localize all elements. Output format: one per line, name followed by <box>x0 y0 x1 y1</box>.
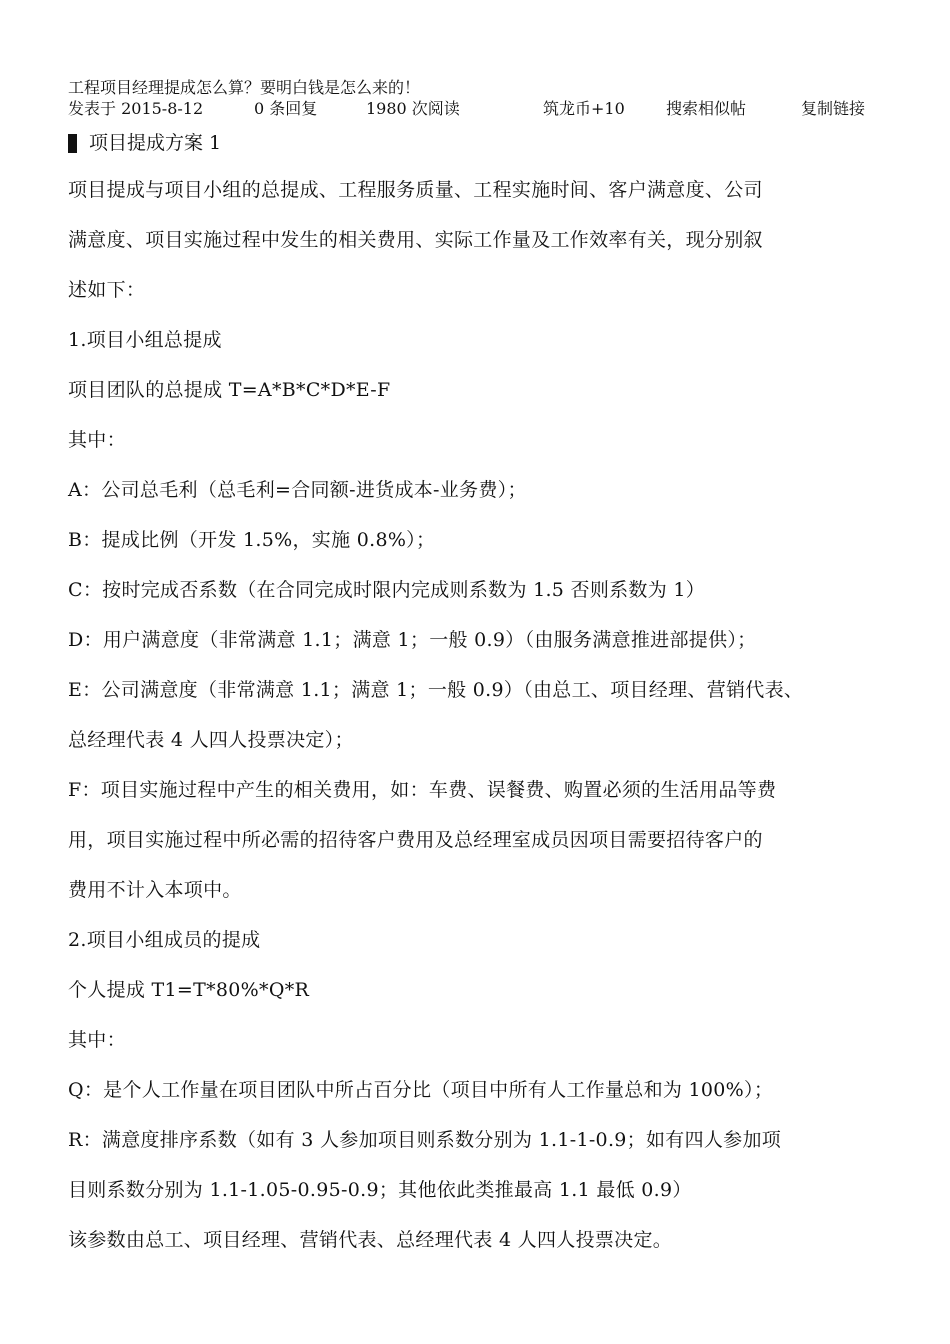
subheading-team-commission: 1.项目小组总提成 <box>68 329 222 351</box>
reply-count: 0 条回复 <box>254 99 318 118</box>
section-marker-icon <box>68 134 77 153</box>
subheading-member-commission: 2.项目小组成员的提成 <box>68 929 261 951</box>
read-count: 1980 次阅读 <box>366 99 460 118</box>
body-line: 该参数由总工、项目经理、营销代表、总经理代表 4 人四人投票决定。 <box>68 1229 673 1251</box>
definition-b: B：提成比例（开发 1.5%，实施 0.8%）； <box>68 529 436 551</box>
body-line: 其中： <box>68 1029 126 1051</box>
body-line: 总经理代表 4 人四人投票决定）； <box>68 729 354 751</box>
body-line: 满意度、项目实施过程中发生的相关费用、实际工作量及工作效率有关，现分别叙 <box>68 229 763 251</box>
body-line: 述如下： <box>68 279 146 301</box>
body-line: 目则系数分别为 1.1-1.05-0.95-0.9；其他依此类推最高 1.1 最低 0.9） <box>68 1179 692 1201</box>
body-line: 费用不计入本项中。 <box>68 879 242 901</box>
definition-c: C：按时完成否系数（在合同完成时限内完成则系数为 1.5 否则系数为 1） <box>68 579 706 601</box>
formula-team-total: 项目团队的总提成 T=A*B*C*D*E-F <box>68 379 391 401</box>
search-similar-link[interactable]: 搜索相似帖 <box>666 99 747 118</box>
definition-e: E：公司满意度（非常满意 1.1；满意 1；一般 0.9）（由总工、项目经理、营销代表、 <box>68 679 804 701</box>
definition-r: R：满意度排序系数（如有 3 人参加项目则系数分别为 1.1-1-0.9；如有四人参加项 <box>68 1129 782 1151</box>
body-line: 其中： <box>68 429 126 451</box>
definition-f: F：项目实施过程中产生的相关费用，如：车费、误餐费、购置必须的生活用品等费 <box>68 779 777 801</box>
post-date: 发表于 2015-8-12 <box>68 99 204 118</box>
copy-link-button[interactable]: 复制链接 <box>801 99 866 118</box>
body-line: 项目提成与项目小组的总提成、工程服务质量、工程实施时间、客户满意度、公司 <box>68 179 763 201</box>
coin-reward: 筑龙币+10 <box>543 99 625 118</box>
section-heading <box>68 126 898 160</box>
post-title: 工程项目经理提成怎么算？要明白钱是怎么来的！ <box>68 78 421 97</box>
definition-a: A：公司总毛利（总毛利=合同额-进货成本-业务费）； <box>68 479 527 501</box>
definition-d: D：用户满意度（非常满意 1.1；满意 1；一般 0.9）（由服务满意推进部提供）； <box>68 629 757 651</box>
formula-individual: 个人提成 T1=T*80%*Q*R <box>68 979 310 1001</box>
definition-q: Q：是个人工作量在项目团队中所占百分比（项目中所有人工作量总和为 100%）； <box>68 1079 774 1101</box>
body-line: 用，项目实施过程中所必需的招待客户费用及总经理室成员因项目需要招待客户的 <box>68 829 763 851</box>
document <box>68 78 898 1265</box>
section-title-text: 项目提成方案 1 <box>89 132 222 154</box>
article-body <box>68 165 898 1265</box>
post-meta-bar <box>68 98 898 122</box>
